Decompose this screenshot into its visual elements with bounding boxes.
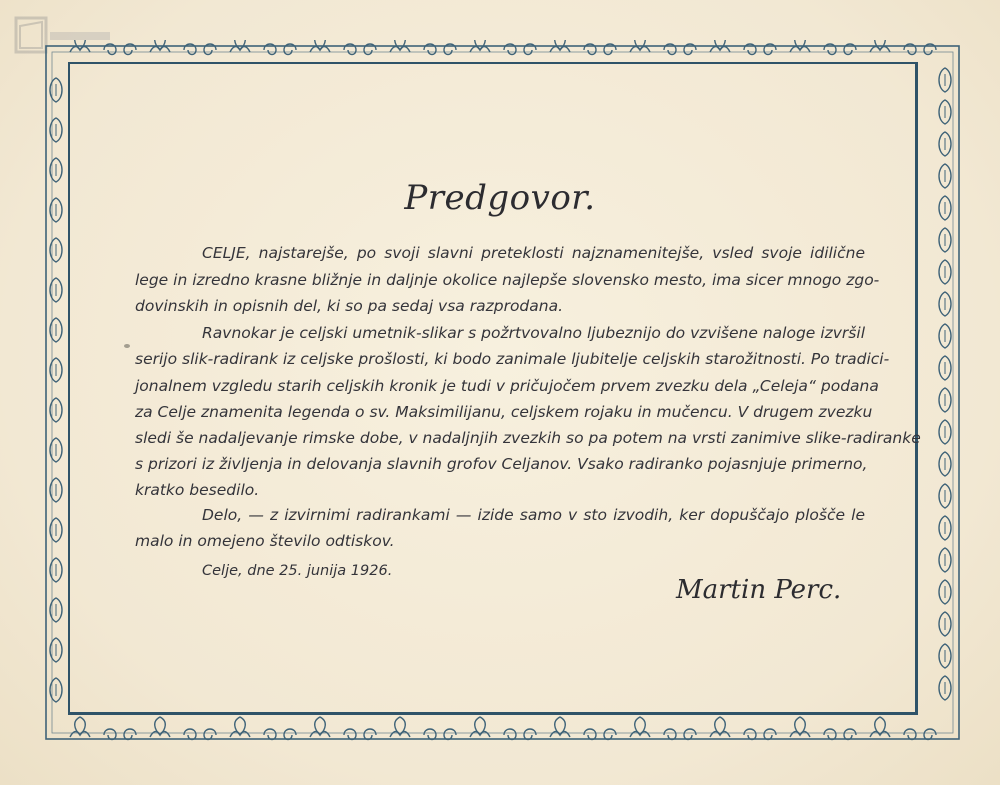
paragraph-2-line-4: za Celje znamenita legenda o sv. Maksimilijanu, celjskem rojaku in mučencu. V drugem zvezku (135, 403, 873, 421)
paragraph-3-line-1: Delo, — z izvirnimi radirankami — izide samo v sto izvodih, ker dopuščajo plošče le (202, 506, 865, 524)
paragraph-1-line-2: lege in izredno krasne bližnje in daljnje okolice najlepše slovensko mesto, ima sicer mnogo zgo- (135, 271, 880, 289)
paragraph-1-line-3: dovinskih in opisnih del, ki so pa sedaj vsa razprodana. (135, 297, 564, 315)
paragraph-2-line-3: jonalnem vzgledu starih celjskih kronik je tudi v pričujočem prvem zvezku dela „Celeja“ podana (135, 377, 879, 395)
paragraph-2-line-5: sledi še nadaljevanje rimske dobe, v nadaljnjih zvezkih so pa potem na vrsti zanimive slike-radiranke (135, 429, 921, 447)
date-line: Celje, dne 25. junija 1926. (202, 563, 393, 579)
paragraph-2-line-2: serijo slik-radirank iz celjske prošlosti, ki bodo zanimale ljubitelje celjskih starožitnosti. Po tradici- (135, 350, 890, 368)
paragraph-2-line-1: Ravnokar je celjski umetnik-slikar s požrtvovalno ljubeznijo do vzvišene naloge izvršil (202, 324, 865, 342)
signature: Martin Perc. (676, 575, 842, 605)
paragraph-2-line-7: kratko besedilo. (135, 481, 260, 499)
paragraph-3-line-2: malo in omejeno število odtiskov. (135, 532, 395, 550)
paragraph-2-line-6: s prizori iz življenja in delovanja slavnih grofov Celjanov. Vsako radiranko pojasnjuje primerno, (135, 455, 868, 473)
paragraph-1-line-1: CELJE, najstarejše, po svoji slavni preteklosti najznamenitejše, vsled svoje idilične (202, 244, 865, 262)
ink-speck (124, 344, 130, 348)
page-title: Predgovor. (404, 178, 596, 218)
